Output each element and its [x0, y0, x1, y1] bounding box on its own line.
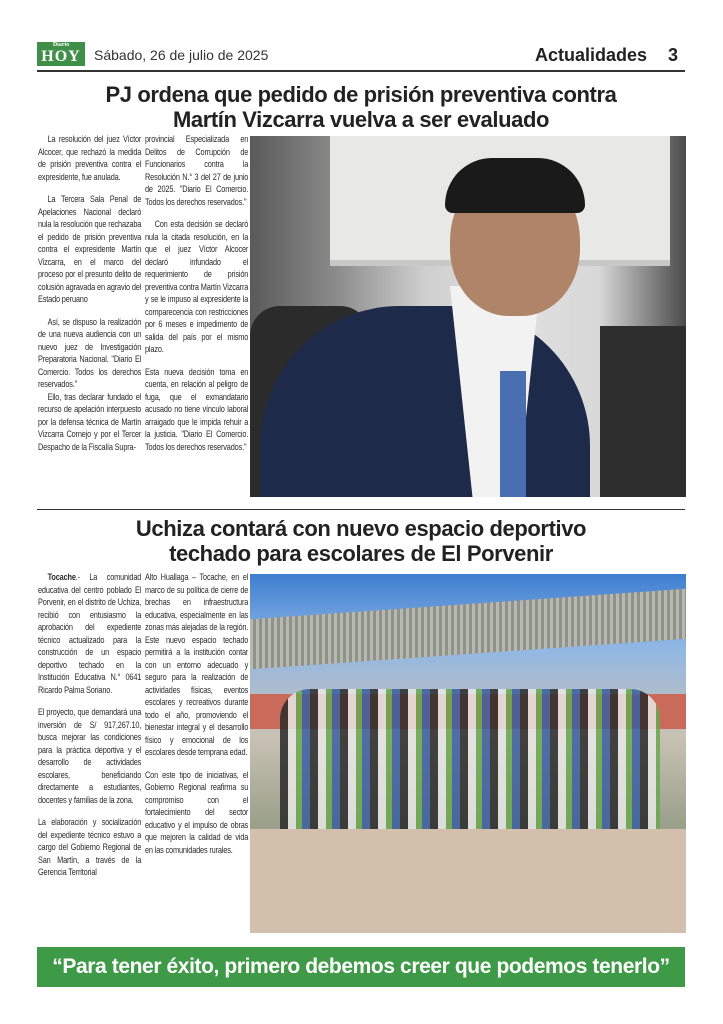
header-divider — [37, 70, 685, 72]
dateline: Tocache — [47, 572, 76, 582]
paragraph: .- La comunidad educativa del centro poblado El Porvenir, en el distrito de Uchiza, recibió con entusiasmo la aprobación del expediente técnico actualizado para la construcción de un espacio deportivo techado en la Institución Educativa N.° 0641 Ricardo Palma Soriano. — [38, 572, 142, 695]
quote-banner: “Para tener éxito, primero debemos creer que podemos tenerlo” — [37, 947, 685, 987]
article2-column-1 — [38, 571, 141, 889]
paragraph: Alto Huallaga – Tocache, en el marco de su política de cierre de brechas en infraestructura educativa, especialmente en las zonas más alejadas de la región. Este nuevo espacio techado permitirá a la institución contar con un entorno adecuado y seguro para la realización de actividades físicas, eventos escolares y recreativos durante todo el año, promoviendo el bienestar integral y el desarrollo físico y emocional de los escolares desde temprana edad. — [145, 572, 249, 757]
section-title: Actualidades — [534, 45, 647, 65]
paragraph: El proyecto, que demandará una inversión de S/ 917,267.10, busca mejorar las condiciones para la práctica deportiva y el desarrollo de actividades escolares, beneficiando directamente a estudiantes, docentes y familias de la zona. — [38, 707, 142, 805]
paragraph: Con este tipo de iniciativas, el Gobierno Regional reafirma su compromiso con el fortalecimiento del sector educativo y el impulso de obras que mejoren la calidad de vida en las comunidades rurales. — [145, 769, 249, 855]
paragraph: Así, se dispuso la realización de una nueva audiencia con un nuevo juez de Investigación Preparatoria Nacional. "Diario El Comercio. Todos los derechos reservados." — [38, 316, 142, 389]
article2-headline — [37, 516, 685, 566]
paragraph: provincial Especializada en Delitos de Corrupción de Funcionarios contra la Resolución N.° 3 del 27 de junio de 2025. "Diario El Comercio. Todos los derechos reservados." — [145, 134, 249, 207]
issue-date: Sábado, 26 de julio de 2025 — [94, 47, 269, 63]
article2-column-2 — [145, 571, 248, 866]
paragraph: La Tercera Sala Penal de Apelaciones Nacional declaró nula la resolución que rechazaba el pedido de prisión preventiva contra el expresidente Martín Vizcarra, en el marco del proceso por el presunto delito de colusión agravada en agravio del Estado peruano — [38, 194, 142, 304]
headline-line: techado para escolares de El Porvenir — [169, 541, 553, 566]
headline-line: Uchiza contará con nuevo espacio deportivo — [135, 516, 587, 541]
paragraph: Esta nueva decisión toma en cuenta, en relación al peligro de fuga, que el exmandatario acusado no tiene vínculo laboral arraigado que le impida rehuir a la justicia. "Diario El Comercio. Todos los derechos reservados." — [145, 366, 249, 452]
students-group-photo — [250, 574, 686, 933]
vizcarra-photo — [250, 136, 686, 497]
article1-headline — [37, 82, 685, 132]
article-divider — [37, 509, 685, 510]
article1-column-1 — [38, 133, 141, 463]
headline-line: PJ ordena que pedido de prisión preventiva contra — [105, 82, 617, 107]
page-number: 3 — [668, 45, 679, 65]
headline-line: Martín Vizcarra vuelva a ser evaluado — [172, 107, 550, 132]
article1-column-2 — [145, 133, 248, 463]
paragraph: La resolución del juez Víctor Alcocer, que rechazó la medida de prisión preventiva contra el expresidente, fue anulada. — [38, 134, 142, 182]
logo: Diario HOY — [37, 42, 85, 66]
paragraph: Ello, tras declarar fundado el recurso de apelación interpuesto por la defensa técnica de Martín Vizcarra Cornejo y por el Tercer Despacho de la Fiscalía Supra- — [38, 391, 142, 452]
paragraph: Con esta decisión se declaró nula la citada resolución, en la que el juez Víctor Alcocer declaró infundado el requerimiento de prisión preventiva contra Martín Vizcarra y se le impuso al expresidente la comparecencia con restricciones por 6 meses e impedimento de salida del país por el mismo plazo. — [145, 219, 249, 354]
paragraph: La elaboración y socialización del expediente técnico estuvo a cargo del Gobierno Regional de San Martín, a través de la Gerencia Territorial — [38, 817, 142, 877]
